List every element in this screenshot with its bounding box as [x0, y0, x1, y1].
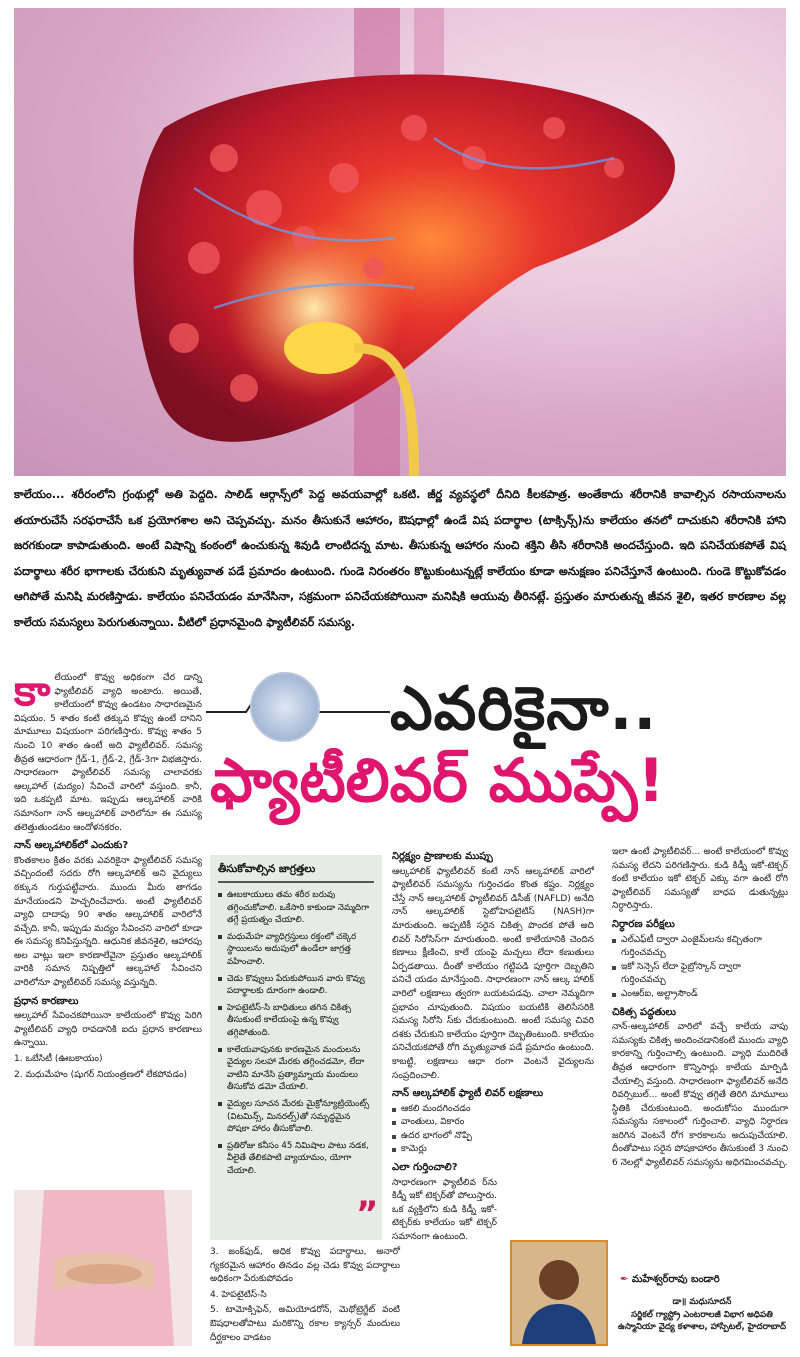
doctor-hospital: ఉస్మానియా వైద్య కళాశాల, హాస్పిటల్, హైదరాబాద్: [617, 1322, 787, 1333]
col4-heading-2: చికిత్స పద్ధతులు: [612, 1006, 676, 1018]
drop-cap: కా: [14, 666, 51, 715]
symptom-item: వాంతులు, వికారం: [392, 1116, 594, 1130]
col1-para3: ఆల్కహాల్ సేవించకపోయినా కాలేయంలో కొవ్వు పెరిగి ఫ్యాటీలివర్ వ్యాధి రావడానికి ఐదు ప్రధాన కారణాలు ఉన్నాయి.: [14, 1011, 202, 1049]
article-column-3: [392, 846, 594, 1247]
cause-item-3: 3. జంక్‌ఫుడ్, అధిక కొవ్వు పదార్థాలు, అనారో గ్యకరమైన ఆహారం తినడం వల్ల చెడు కొవ్వు పదార్థాలు అధికంగా పేరుకుపోవడం: [210, 1247, 400, 1285]
precautions-heading: తీసుకోవాల్సిన జాగ్రత్తలు: [218, 863, 374, 883]
precaution-item: వైద్యుల సూచన మేరకు మైక్రోన్యూట్రియెంట్స్ (విటమిన్స్, మినరల్స్)తో సమృద్ధమైన పోషకా హారం తీసుకోవాలి.: [218, 1098, 374, 1136]
precautions-box: [210, 855, 382, 1240]
symptom-item: ఉదర భాగంలో నొప్పి: [392, 1130, 594, 1144]
symptom-item: కామెర్లు: [392, 1143, 594, 1157]
precaution-item: చెడు కొవ్వులు పేరుకుపోయిన వారు కొవ్వు పదార్థాలకు దూరంగా ఉండాలి.: [218, 973, 374, 998]
hero-liver-image: [14, 8, 786, 476]
pen-icon: ✒: [620, 1274, 629, 1285]
woman-stomach-pain-image: [14, 1190, 192, 1346]
cause-item-5: 5. టామోక్సిఫెన్, అమియోడరోన్, మెథోట్రెగ్జేట్ వంటి ఔషధాలతోపాటు మరికొన్ని రకాల క్యాన్సర్ మందులు దీర్ఘకాలం వాడటం: [210, 1305, 400, 1343]
author-byline: [620, 1273, 720, 1287]
headline-line-1: ఎవరికైనా..: [390, 674, 658, 744]
liver-illustration: [14, 8, 786, 476]
causes-continued: [210, 1246, 400, 1347]
cause-item-4: 4. హెపటైటిస్-సి: [210, 1289, 267, 1300]
precaution-item: కాలేయవాపునకు కారణమైన మందులను వైద్యుల సలహా మేరకు తగ్గించడమో, లేదా వాటిని మానేసి ప్రత్యామ్నాయ మందులు తీసుకోవ డమో చేయాలి.: [218, 1044, 374, 1094]
col1-para1: లేయంలో కొవ్వు అధికంగా చేర డాన్ని ఫ్యాటీలివర్ వ్యాధి అంటారు. అయితే, కాలేయంలో కొవ్వు ఉండటం సాధారణమైన విషయం. 5 శాతం కంటే తక్కువ కొవ్వు ఉంటే దానిని మామూలు విషయంగా పరిగణిస్తారు. కొవ్వు శాతం 5 నుంచి 10 శాతం ఉంటే అది ఫ్యాటీలివర్. సమస్య తీవ్రత ఆధారంగా గ్రేడ్-1, గ్రేడ్-2, గ్రేడ్-3గా విభజిస్తారు. సాధారణంగా ఫ్యాటీలివర్ సమస్య చాలావరకు ఆల్కహాల్ (మద్యం) సేవించే వారిలో వస్తుంది. కానీ, ఇది ఒకప్పటి మాట. ఇప్పుడు ఆల్కహాలిక్ వారికి సమానంగా నాన్ ఆల్కహాలిక్ వారిలోనూ ఈ సమస్య తలెత్తుతుండటం ఆందోళనకరం.: [14, 673, 202, 833]
col3-heading-3: ఎలా గుర్తించాలి?: [392, 1162, 458, 1174]
liver-circle-graphic: [250, 672, 320, 742]
col1-heading-2: ప్రధాన కారణాలు: [14, 995, 79, 1007]
symptoms-list: [392, 1103, 594, 1157]
woman-illustration: [14, 1190, 192, 1346]
precautions-list: [218, 889, 374, 1177]
doctor-name: డా॥ మధుసూదన్: [672, 1297, 732, 1307]
precaution-item: ప్రతిరోజు కనీసం 45 నిమిషాల పాటు నడక, వీలైతే తేలికపాటి వ్యాయామం, యోగా చేయాలి.: [218, 1140, 374, 1178]
article-column-4: [612, 846, 788, 1173]
cause-item-1: 1. ఒబేసిటీ (ఊబకాయం): [14, 1054, 103, 1065]
col3-heading-2: నాన్ ఆల్కహాలిక్ ఫ్యాటీ లివర్ లక్షణాలు: [392, 1088, 544, 1100]
col3-heading-1: నిర్లక్ష్యం ప్రాణాలకు ముప్పు: [392, 851, 493, 862]
tests-list: [612, 934, 788, 1002]
col4-heading-1: నిర్ధారణ పరీక్షలు: [612, 918, 675, 930]
author-name: మహేశ్వర్‌రావు బండారి: [631, 1274, 720, 1285]
precaution-item: హెపటైటిస్-సి బాధితులు తగిన చికిత్స తీసుకుంటే కాలేయంపై ఉన్న కొవ్వు తగ్గిపోతుంది.: [218, 1002, 374, 1040]
precaution-item: మధుమేహ వ్యాధిగ్రస్తులు రక్తంలో చక్కెర స్థాయిలను అదుపులో ఉండేలా జాగ్రత్త వహించాలి.: [218, 931, 374, 969]
doctor-photo: [510, 1240, 608, 1346]
headline-line-2: ఫ్యాటీలివర్ ముప్పే!: [210, 746, 665, 816]
intro-paragraph: కాలేయం... శరీరంలోని గ్రంథుల్లో అతి పెద్దది. సాలిడ్ ఆర్గాన్స్‌లో పెద్ద అవయవాల్లో ఒకటి. జీర్ణ వ్యవస్థలో దీనిది కీలకపాత్ర. అంతేకాదు శరీరానికి కావాల్సిన రసాయనాలను తయారుచేసే సరఫరాచేసే ఒక ప్రయోగశాల అని చెప్పవచ్చు. మనం తీసుకునే ఆహారం, ఔషధాల్లో ఉండే విష పదార్థాల (టాక్సిన్స్)ను కాలేయం తనలో దాచుకుని శరీరానికి హాని జరగకుండా కాపాడుతుంది. అంటే విషాన్ని కంఠంలో ఉంచుకున్న శివుడి లాంటిదన్న మాట. తీసుకున్న ఆహారం నుంచి శక్తిని తీసి శరీరానికి అందచేస్తుంది. ఇది పనిచేయకపోతే విష పదార్థాలు శరీర భాగాలకు చేరుకుని మృత్యువాత పడే ప్రమాదం ఉంటుంది. గుండె నిరంతరం కొట్టుకుంటున్నట్లే కాలేయం కూడా అనుక్షణం పనిచేస్తూనే ఉంటుంది. గుండె కొట్టుకోవడం ఆగిపోతే మనిషి మరణిస్తాడు. కాలేయం పనిచేయడం మానేసినా, సక్రమంగా పనిచేయకపోయినా మనిషికి ఆయువు తీరినట్లే. ప్రస్తుతం మారుతున్న జీవన శైలి, ఇతర కారణాల వల్ల కాలేయ సమస్యలు పెరుగుతున్నాయి. వీటిలో ప్రధానమైంది ఫ్యాటీలివర్ సమస్య.: [14, 488, 786, 629]
article-column-1: [14, 666, 202, 1084]
cause-item-2: 2. మధుమేహం (షుగర్ నియంత్రణలో లేకపోవడం): [14, 1069, 188, 1080]
col4-para2: నాన్-ఆల్కహాలిక్ వారిలో వచ్చే కాలేయ వాపు సమస్యకు చికిత్స అందించడానికంటే ముందు వ్యాధి కారకాన్ని గుర్తించాల్సి ఉంటుంది. వ్యాధి ముదిరితే తీవ్రత ఆధారంగా కొన్నిసార్లు కాలేయ మార్పిడి చేయాల్సి వస్తుంది. సాధారణంగా ఫ్యాటీలివర్ అనేది రివర్సిబుల్... అంటే కొవ్వు తగ్గితే తిరిగి మామూలు స్థితికి చేరుకుంటుంది. అందుకోసం ముందుగా సమస్యను సకాలంలో గుర్తించాలి. వ్యాధి నిర్ధారణ జరిగిన వెంటనే రోగ కారకాలను అదుపుచేయాలి. దీంతోపాటు సరైన పోషకాహారం తీసుకుంటే 3 నుంచి 6 నెలల్లో ఫ్యాటీలివర్ సమస్యను అధిగమించవచ్చు.: [612, 1022, 788, 1169]
quote-mark-icon: ”: [356, 1194, 379, 1234]
precaution-item: ఊబకాయులు తమ శరీర బరువు తగ్గించుకోవాలి. ఒకేసారి కాకుండా నెమ్మదిగా తగ్గే ప్రయత్నం చేయాలి.: [218, 889, 374, 927]
test-item: ఎంఆర్ఐ, అల్ట్రాసౌండ్: [612, 988, 788, 1002]
col1-para2: కొంతకాలం క్రితం వరకు ఎవరికైనా ఫ్యాటీలివర్ సమస్య వచ్చిందంటే సదరు రోగి ఆల్కహాలిక్ అని వైద్యులు ఠక్కున గుర్తుపట్టేవారు. ముందు మీరు తాగడం మానేయండని హెచ్చరించేవారు. అంటే ఫ్యాటీలివర్ వ్యాధి దాదాపు 90 శాతం ఆల్కహాలిక్ వారిలోనే వచ్చేది. కానీ, ఇప్పుడు మద్యం సేవించని వారిలో కూడా ఈ సమస్య కనిపిస్తున్నది. ఆధునిక జీవనశైలి, ఆహారపు అల వాట్లు ఇలా కారణాలేవైనా ప్రస్తుతం ఆల్కహాలిక్ వారికి సమాన నిష్పత్తిలో ఆల్కహాల్ సేవించని వారిలోనూ ఫ్యాటీలివర్ సమస్య వస్తున్నది.: [14, 855, 202, 989]
test-item: ఎల్ఎఫ్‌టీ ద్వారా ఎంజైమ్‌లను కచ్చితంగా గుర్తించవచ్చు: [612, 934, 788, 961]
symptom-item: ఆకలి మందగించడం: [392, 1103, 594, 1117]
col3-para2: సాధారణంగా ఫ్యాటీలివ ర్‌ను కిడ్నీ ఇకో టెక్చర్‌తో పోలుస్తారు. ఒక వ్యక్తిలోని కుడి కిడ్నీ ఇకో-టెక్చర్‌కు కాలేయం ఇకో టెక్చర్ సమానంగా ఉంటుంది.: [392, 1177, 497, 1243]
doctor-title: సర్జికల్ గ్యాస్ట్రో ఎంటరాలజీ విభాగ అధిపతి: [631, 1309, 773, 1320]
doctor-credit: [612, 1296, 792, 1334]
col3-para1: ఆల్కహాలిక్ ఫ్యాటీలివర్ కంటే నాన్ ఆల్కహాలిక్ వారిలో ఫ్యాటీలివర్ సమస్యను గుర్తించడం కొంత కష్టం. నిర్లక్ష్యం చేస్తే నాన్ ఆల్కహాలిక్ ఫ్యాటీలివర్ డిసీజ్ (NAFLD) అనేది నాన్ ఆల్కహాలిక్ స్టెటోహెపటైటిస్ (NASH)గా మారుతుంది. అప్పటికీ సరైన చికిత్స పొందక పోతే అది లివర్ సిరోసిస్‌గా మారుతుంది. అంటే కాలేయానికి చెందిన కణాలు క్షీణించి, కాలే యంపై మచ్చలు లేదా కణుతులు ఏర్పడతాయి. దీంతో కాలేయం గట్టిపడి పూర్తిగా దెబ్బతిని పనిచే యడం మానేస్తుంది. సాధారణంగా నాన్ ఆల్క హాలిక్ వారిలో లక్షణాలు త్వరగా బయటపడవు. చాలా నెమ్మదిగా ప్రభావం చూపుతుంది. విషయం బయటికి తెలిసేసరికి సమస్య సిరోసి స్‌కు చేరుకుంటుంది. అంటే సమస్య చివరి దశకు చేరుకుని కాలేయం పూర్తిగా దెబ్బతింటుంది. కాలేయం పనిచేయకపోతే రోగి మృత్యువాత పడే ప్రమాదం ఉంటుంది. కాబట్టి, లక్షణాలు ఆధా రంగా వెంటనే వైద్యులను సంప్రదించాలి.: [392, 866, 594, 1081]
col4-para1: ఇలా ఉంటే ఫ్యాటీలివర్... అంటే కాలేయంలో కొవ్వు సమస్య లేదని పరిగణిస్తారు. కుడి కిడ్నీ ఇకో-టెక్చర్ కంటే కాలేయం ఇకో టెక్చర్ ఎక్కు వగా ఉంటే రోగి ఫ్యాటీలివర్ సమస్యతో బాధప డుతున్నట్లు నిర్ధారిస్తారు.: [612, 847, 788, 912]
test-item: ఇకో సెన్సెస్ లేదా ఫైబ్రోస్కాన్ ద్వారా గుర్తించవచ్చు: [612, 961, 788, 988]
col1-heading-1: నాన్ ఆల్కహాలిక్‌లో ఎందుకు?: [14, 840, 129, 852]
